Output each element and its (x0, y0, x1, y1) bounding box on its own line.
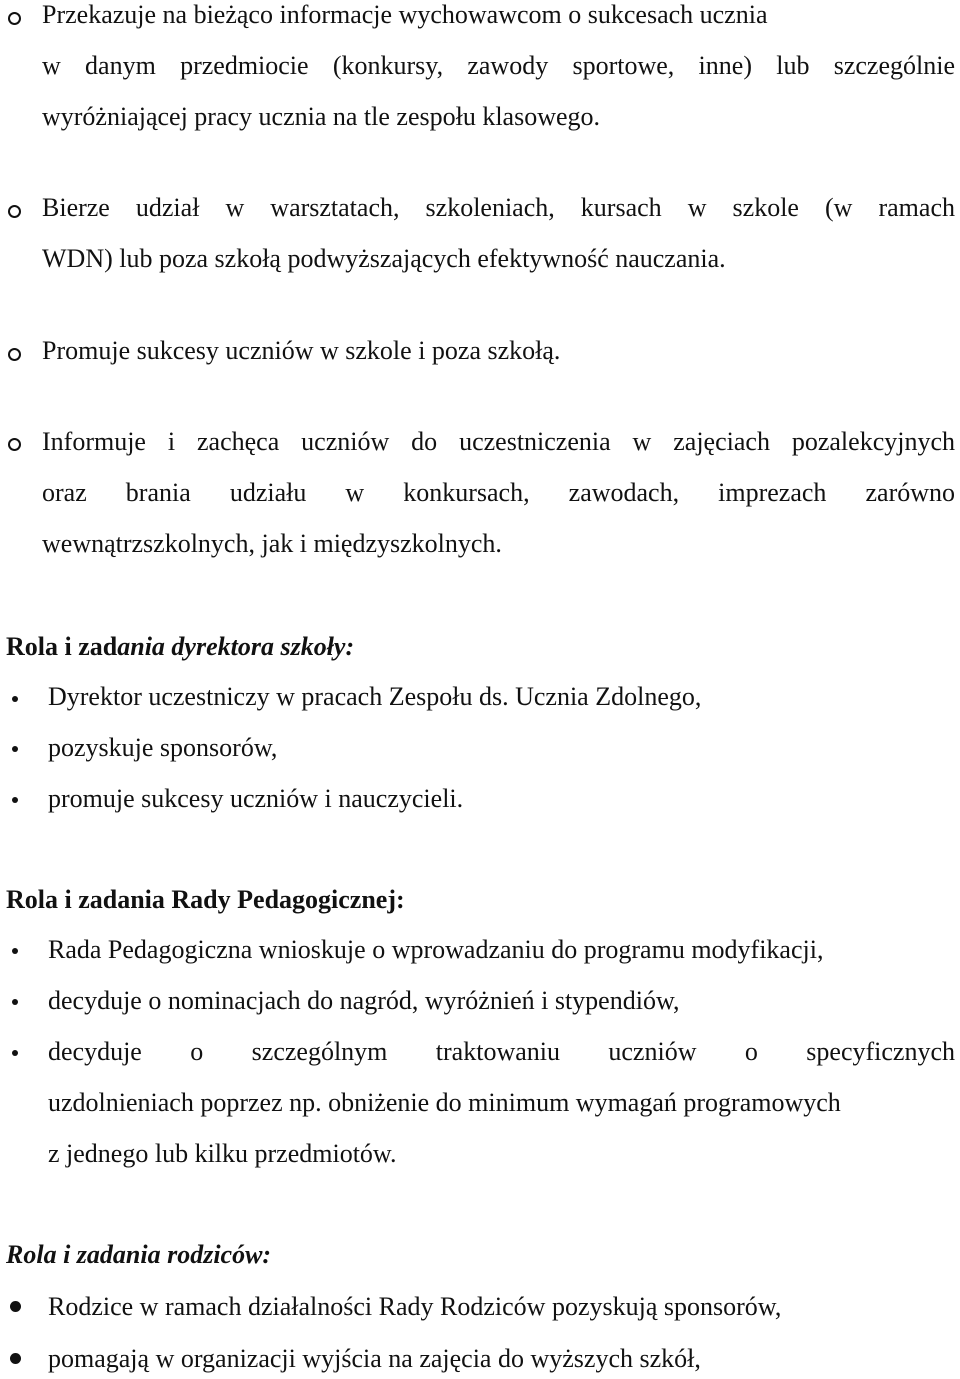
list-item-line: z jednego lub kilku przedmiotów. (48, 1139, 397, 1168)
section-heading-parents: Rola i zadania rodziców: (6, 1240, 272, 1269)
section-heading-pedagogical-council: Rola i zadania Rady Pedagogicznej: (6, 885, 405, 914)
list-item-line: Bierze udział w warsztatach, szkoleniach, kursach w szkole (w ramach (42, 193, 955, 222)
list-item-line: pomagają w organizacji wyjścia na zajęcia do wyższych szkół, (48, 1344, 701, 1373)
bullet-icon (12, 797, 18, 803)
list-item-line: decyduje o szczególnym traktowaniu uczniów o specyficznych (48, 1037, 955, 1066)
bullet-icon (10, 1301, 21, 1312)
list-item-line: wewnątrzszkolnych, jak i międzyszkolnych. (42, 529, 502, 558)
bullet-icon (10, 1353, 21, 1364)
list-item-line: Rodzice w ramach działalności Rady Rodziców pozyskują sponsorów, (48, 1292, 782, 1321)
bullet-icon (8, 438, 21, 451)
bullet-icon (8, 205, 21, 218)
list-item-line: decyduje o nominacjach do nagród, wyróżnień i stypendiów, (48, 986, 680, 1015)
list-item-line: Promuje sukcesy uczniów w szkole i poza szkołą. (42, 336, 561, 365)
list-item-line: w danym przedmiocie (konkursy, zawody sportowe, inne) lub szczególnie (42, 51, 955, 80)
list-item-line: oraz brania udziału w konkursach, zawodach, imprezach zarówno (42, 478, 955, 507)
list-item-line: wyróżniającej pracy ucznia na tle zespołu klasowego. (42, 102, 601, 131)
bullet-icon (12, 696, 18, 702)
bullet-icon (12, 746, 18, 752)
list-item-line: WDN) lub poza szkołą podwyższających efektywność nauczania. (42, 244, 726, 273)
list-item-line: Informuje i zachęca uczniów do uczestniczenia w zajęciach pozalekcyjnych (42, 427, 955, 456)
list-item-line: promuje sukcesy uczniów i nauczycieli. (48, 784, 464, 813)
list-item-line: uzdolnieniach poprzez np. obniżenie do minimum wymagań programowych (48, 1088, 841, 1117)
list-item-line: Przekazuje na bieżąco informacje wychowawcom o sukcesach ucznia (42, 0, 768, 29)
list-item-line: pozyskuje sponsorów, (48, 733, 278, 762)
section-heading-director: Rola i zadania dyrektora szkoły: (6, 632, 355, 661)
bullet-icon (12, 1050, 18, 1056)
bullet-icon (8, 12, 21, 25)
bullet-icon (12, 999, 18, 1005)
list-item-line: Rada Pedagogiczna wnioskuje o wprowadzaniu do programu modyfikacji, (48, 935, 824, 964)
bullet-icon (8, 348, 21, 361)
list-item-line: Dyrektor uczestniczy w pracach Zespołu ds. Ucznia Zdolnego, (48, 682, 702, 711)
bullet-icon (12, 948, 18, 954)
